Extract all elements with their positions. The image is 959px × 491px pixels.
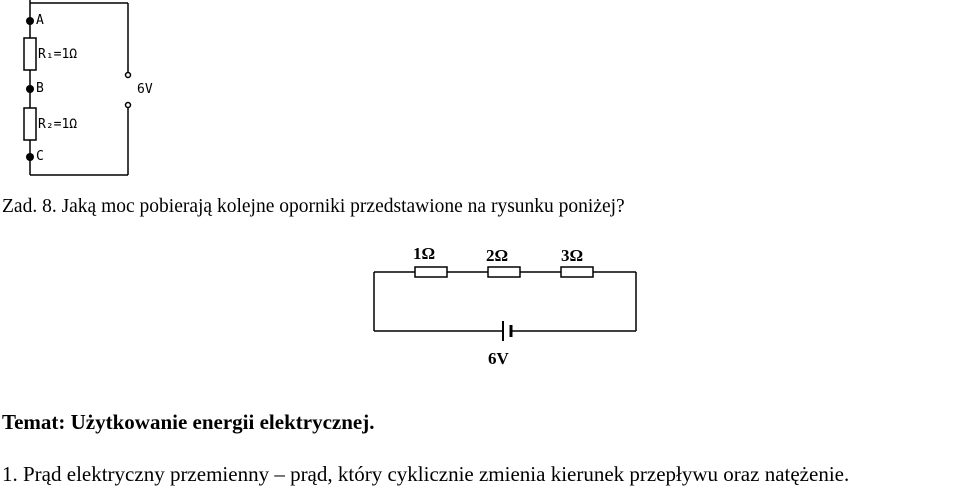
resistor-2-label: 2Ω: [486, 246, 509, 265]
node-b-dot: [26, 85, 34, 93]
resistor-r1: [24, 38, 36, 70]
circuit-diagram-2: [372, 265, 642, 335]
definition-text: 1. Prąd elektryczny przemienny – prąd, który cyklicznie zmienia kierunek przepływu oraz natężenie.: [2, 462, 850, 486]
node-c-dot: [26, 153, 34, 161]
resistor-1ohm: [415, 267, 447, 277]
resistor-3ohm: [561, 267, 593, 277]
node-c-label: C: [36, 149, 44, 164]
resistor-2ohm: [488, 267, 520, 277]
node-b-label: B: [36, 81, 44, 96]
circuit-diagram-1: [0, 0, 200, 185]
resistor-r2: [24, 108, 36, 140]
task-text: Zad. 8. Jaką moc pobierają kolejne oporniki przedstawione na rysunku poniżej?: [2, 196, 625, 217]
terminal-plus: [126, 73, 131, 78]
node-a-dot: [26, 17, 34, 25]
terminal-minus: [126, 103, 131, 108]
r2-label: R₂=1Ω: [38, 117, 78, 132]
r1-label: R₁=1Ω: [38, 47, 78, 62]
voltage-label-1: 6V: [137, 82, 153, 97]
resistor-3-label: 3Ω: [561, 246, 584, 265]
voltage-label-2: 6V: [488, 349, 509, 368]
resistor-1-label: 1Ω: [413, 244, 436, 263]
topic-heading: Temat: Użytkowanie energii elektrycznej.: [2, 410, 375, 434]
node-a-label: A: [36, 13, 44, 28]
